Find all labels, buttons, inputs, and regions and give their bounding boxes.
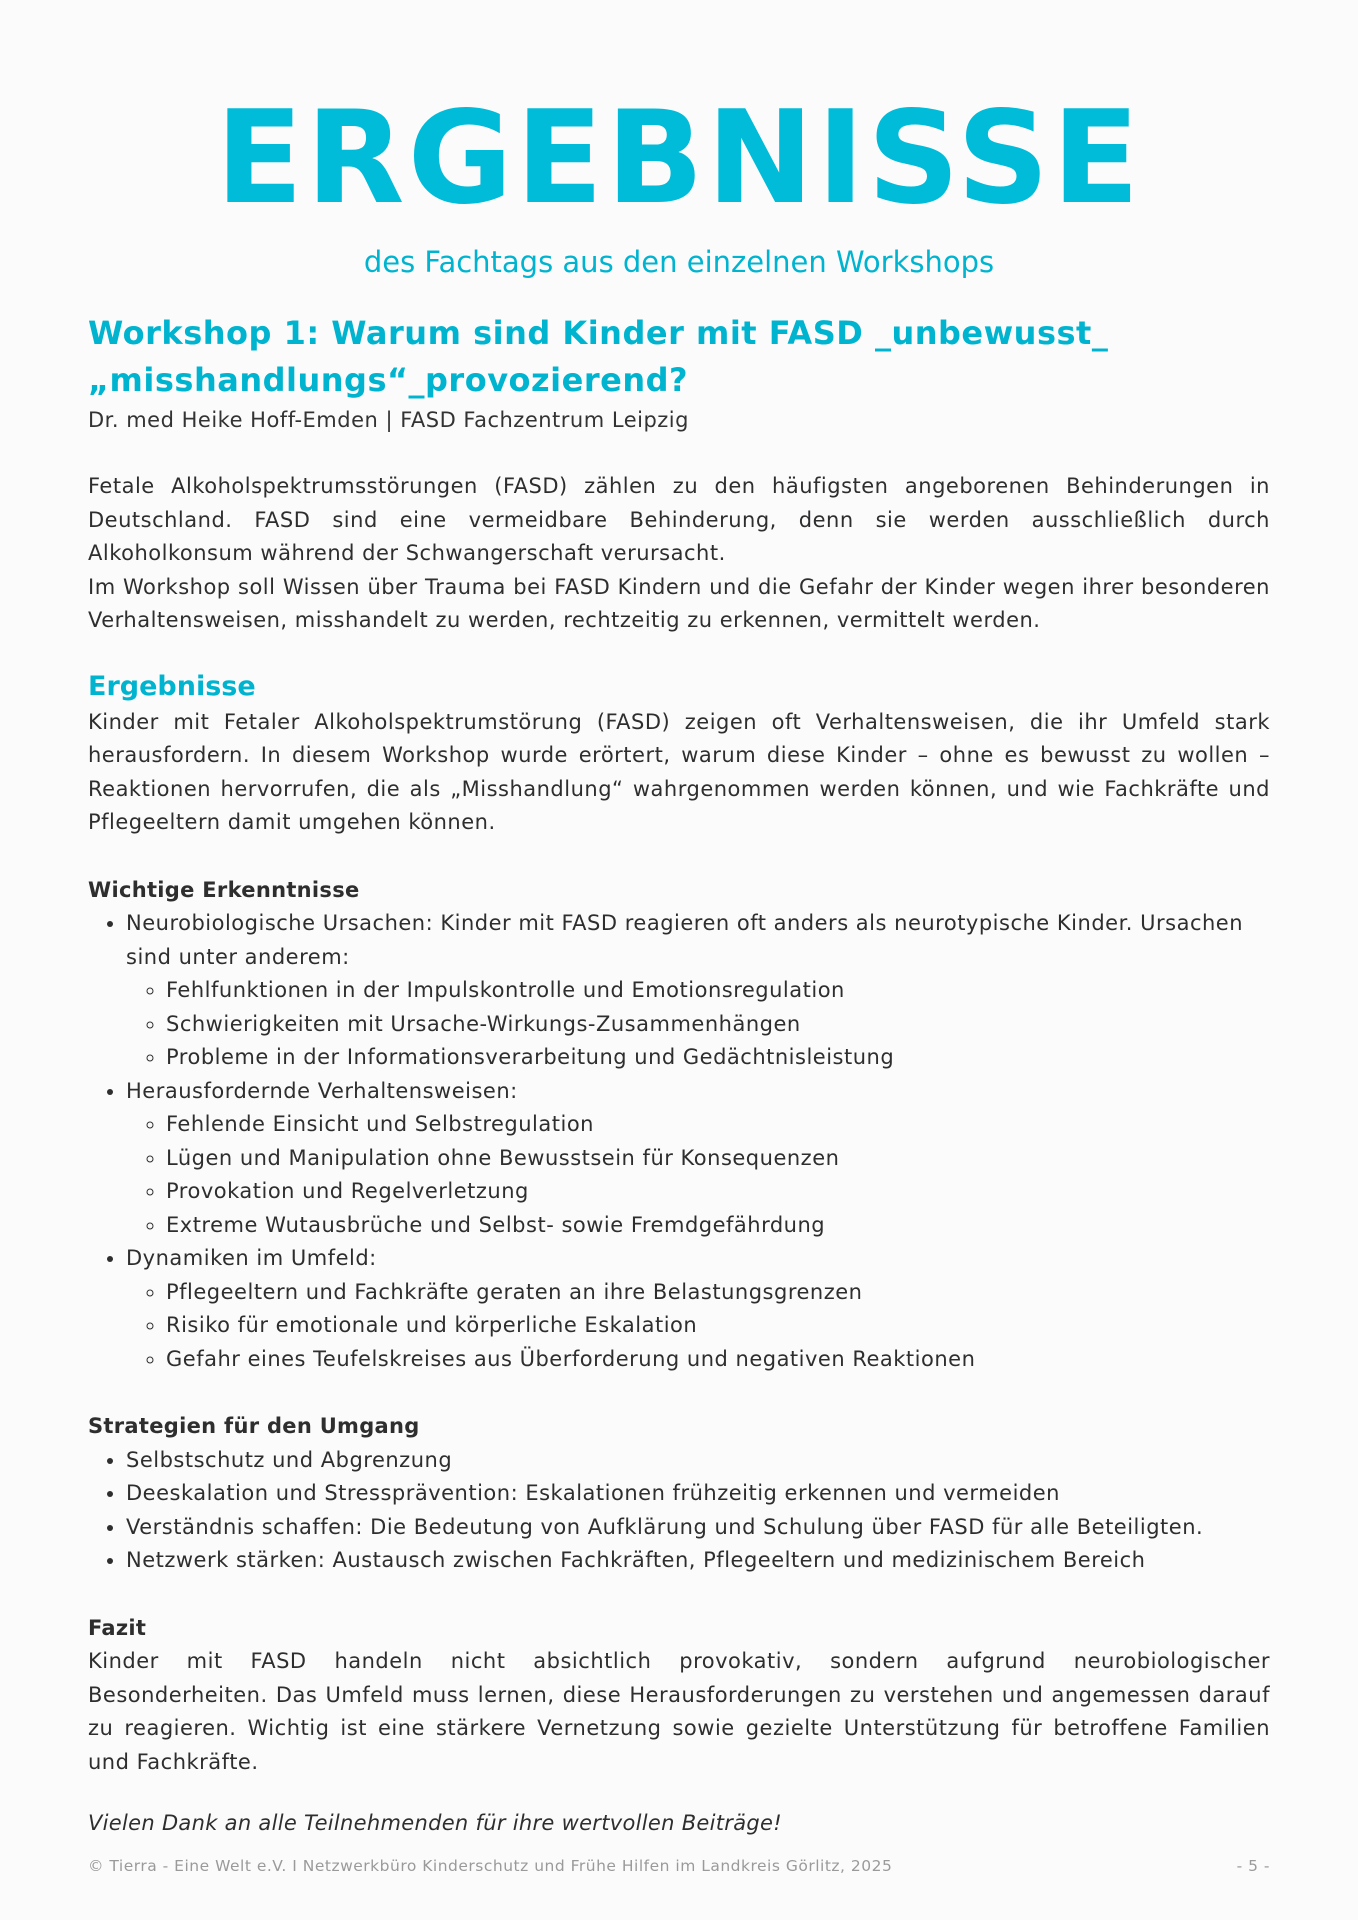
workshop-speaker: Dr. med Heike Hoff-Emden | FASD Fachzentrum Leipzig [88,408,689,432]
list-item-text: Herausfordernde Verhaltensweisen: [126,1078,518,1103]
list-item: • Verständnis schaffen: Die Bedeutung von Aufklärung und Schulung über FASD für alle Beteiligten. [126,1511,1270,1545]
sub-list [126,1108,1270,1242]
sub-list-item: ◦ Provokation und Regelverletzung [166,1175,1270,1209]
workshop-title-line1: Workshop 1: Warum sind Kinder mit FASD _unbewusst_ [88,314,1109,352]
sub-list-item: ◦ Fehlende Einsicht und Selbstregulation [166,1108,1270,1142]
list-item [126,1242,1270,1376]
results-paragraph: Kinder mit Fetaler Alkoholspektrumstörung (FASD) zeigen oft Verhaltensweisen, die ihr Umfeld stark herausfordern. In diesem Workshop wurde erörtert, warum diese Kinder – ohne es bewusst zu wollen – Reaktionen hervorrufen, die als „Misshandlung“ wahrgenommen werden können, und wie Fachkräfte und Pflegeeltern damit umgehen können. [88,709,1270,834]
strategies-heading: Strategien für den Umgang [88,1414,420,1438]
list-item [126,1075,1270,1243]
page-number: - 5 - [1236,1857,1270,1875]
insights-list [88,907,1270,1376]
workshop-title-line2: „misshandlungs“_provozierend? [88,361,689,399]
sub-list [126,974,1270,1075]
sub-list-item: ◦ Probleme in der Informationsverarbeitung und Gedächtnisleistung [166,1041,1270,1075]
sub-list-item: ◦ Fehlfunktionen in der Impulskontrolle und Emotionsregulation [166,974,1270,1008]
page-footer [88,1857,1270,1875]
strategies-list [88,1444,1270,1578]
intro-paragraph-2: Im Workshop soll Wissen über Trauma bei FASD Kindern und die Gefahr der Kinder wegen ihrer besonderen Verhaltensweisen, misshandelt zu werden, rechtzeitig zu erkennen, vermittelt werden. [88,574,1270,632]
sub-list-item: ◦ Extreme Wutausbrüche und Selbst- sowie Fremdgefährdung [166,1209,1270,1243]
sub-list-item: ◦ Gefahr eines Teufelskreises aus Überforderung und negativen Reaktionen [166,1343,1270,1377]
thanks-note: Vielen Dank an alle Teilnehmenden für ihre wertvollen Beiträge! [88,1811,782,1835]
conclusion-heading: Fazit [88,1615,147,1640]
page-title: ERGEBNISSE [215,84,1143,233]
workshop-title [88,310,1270,404]
sub-list-item: ◦ Schwierigkeiten mit Ursache-Wirkungs-Zusammenhängen [166,1008,1270,1042]
list-item: • Selbstschutz und Abgrenzung [126,1444,1270,1478]
sub-list-item: ◦ Pflegeeltern und Fachkräfte geraten an ihre Belastungsgrenzen [166,1276,1270,1310]
footer-copyright: © Tierra - Eine Welt e.V. I Netzwerkbüro Kinderschutz und Frühe Hilfen im Landkreis Görlitz, 2025 [88,1857,893,1875]
results-heading: Ergebnisse [88,670,256,702]
list-item [126,907,1270,1075]
list-item: • Deeskalation und Stressprävention: Eskalationen frühzeitig erkennen und vermeiden [126,1477,1270,1511]
sub-list [126,1276,1270,1377]
insights-heading: Wichtige Erkenntnisse [88,877,360,902]
list-item: • Netzwerk stärken: Austausch zwischen Fachkräften, Pflegeeltern und medizinischem Bereich [126,1544,1270,1578]
sub-list-item: ◦ Lügen und Manipulation ohne Bewusstsein für Konsequenzen [166,1142,1270,1176]
conclusion-paragraph: Kinder mit FASD handeln nicht absichtlich provokativ, sondern aufgrund neurobiologischer Besonderheiten. Das Umfeld muss lernen, diese Herausforderungen zu verstehen und angemessen darauf zu reagieren. Wichtig ist eine stärkere Vernetzung sowie gezielte Unterstützung für betroffene Familien und Fachkräfte. [88,1649,1270,1774]
sub-list-item: ◦ Risiko für emotionale und körperliche Eskalation [166,1309,1270,1343]
list-item-text: Dynamiken im Umfeld: [126,1246,377,1270]
intro-paragraph-1: Fetale Alkoholspektrumsstörungen (FASD) zählen zu den häufigsten angeborenen Behinderungen in Deutschland. FASD sind eine vermeidbare Behinderung, denn sie werden ausschließlich durch Alkoholkonsum während der Schwangerschaft verursacht. [88,474,1270,565]
page-subtitle: des Fachtags aus den einzelnen Workshops [363,245,995,279]
list-item-text: Neurobiologische Ursachen: Kinder mit FASD reagieren oft anders als neurotypische Kinder. Ursachen sind unter anderem: [126,911,1244,969]
